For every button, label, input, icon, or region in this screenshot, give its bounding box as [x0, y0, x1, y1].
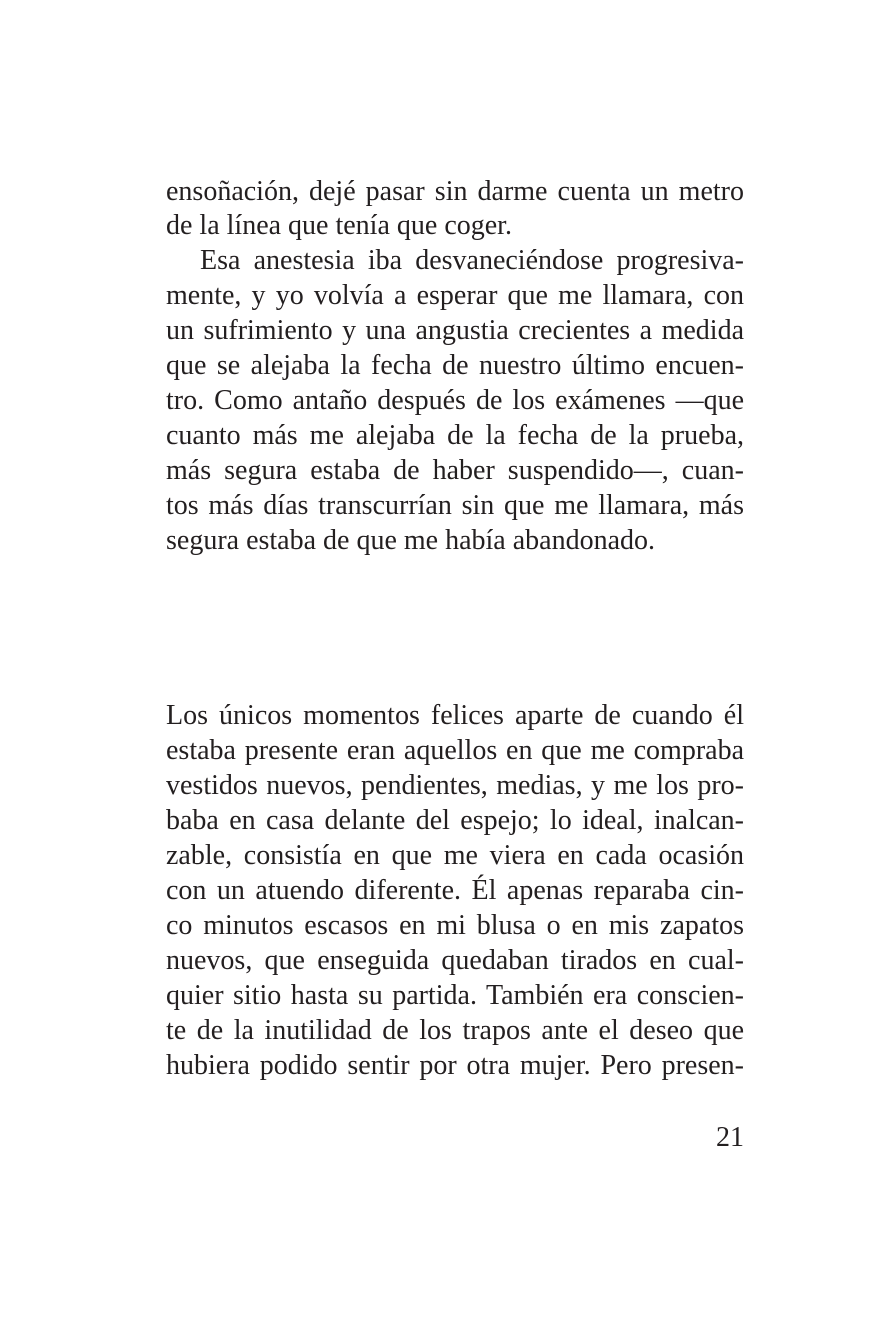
- text-line: segura estaba de que me había abandonado.: [166, 525, 656, 556]
- text-line: tro. Como antaño después de los exámenes —que: [166, 385, 744, 416]
- page-number: 21: [716, 1122, 744, 1153]
- text-line: te de la inutilidad de los trapos ante el deseo que: [166, 1015, 744, 1046]
- text-line: que se alejaba la fecha de nuestro último encuen-: [166, 350, 744, 381]
- text-line: nuevos, que enseguida quedaban tirados en cual-: [166, 945, 744, 976]
- text-line: co minutos escasos en mi blusa o en mis zapatos: [166, 910, 744, 941]
- text-line: Los únicos momentos felices aparte de cuando él: [166, 700, 744, 731]
- text-line: Esa anestesia iba desvaneciéndose progresiva-: [200, 245, 744, 276]
- text-line: con un atuendo diferente. Él apenas reparaba cin-: [166, 875, 744, 906]
- text-line: hubiera podido sentir por otra mujer. Pero presen-: [166, 1050, 744, 1081]
- text-line: más segura estaba de haber suspendido—, cuan-: [166, 455, 744, 486]
- text-line: mente, y yo volvía a esperar que me llamara, con: [166, 280, 744, 311]
- text-line: estaba presente eran aquellos en que me compraba: [166, 735, 744, 766]
- text-line: zable, consistía en que me viera en cada ocasión: [166, 840, 744, 871]
- text-line: ensoñación, dejé pasar sin darme cuenta un metro: [166, 176, 744, 207]
- text-line: baba en casa delante del espejo; lo ideal, inalcan-: [166, 805, 744, 836]
- text-line: cuanto más me alejaba de la fecha de la prueba,: [166, 420, 744, 451]
- text-line: un sufrimiento y una angustia crecientes a medida: [166, 315, 744, 346]
- text-line: quier sitio hasta su partida. También era conscien-: [166, 980, 744, 1011]
- text-line: tos más días transcurrían sin que me llamara, más: [166, 490, 744, 521]
- text-line: de la línea que tenía que coger.: [166, 210, 512, 241]
- text-line: vestidos nuevos, pendientes, medias, y me los pro-: [166, 770, 744, 801]
